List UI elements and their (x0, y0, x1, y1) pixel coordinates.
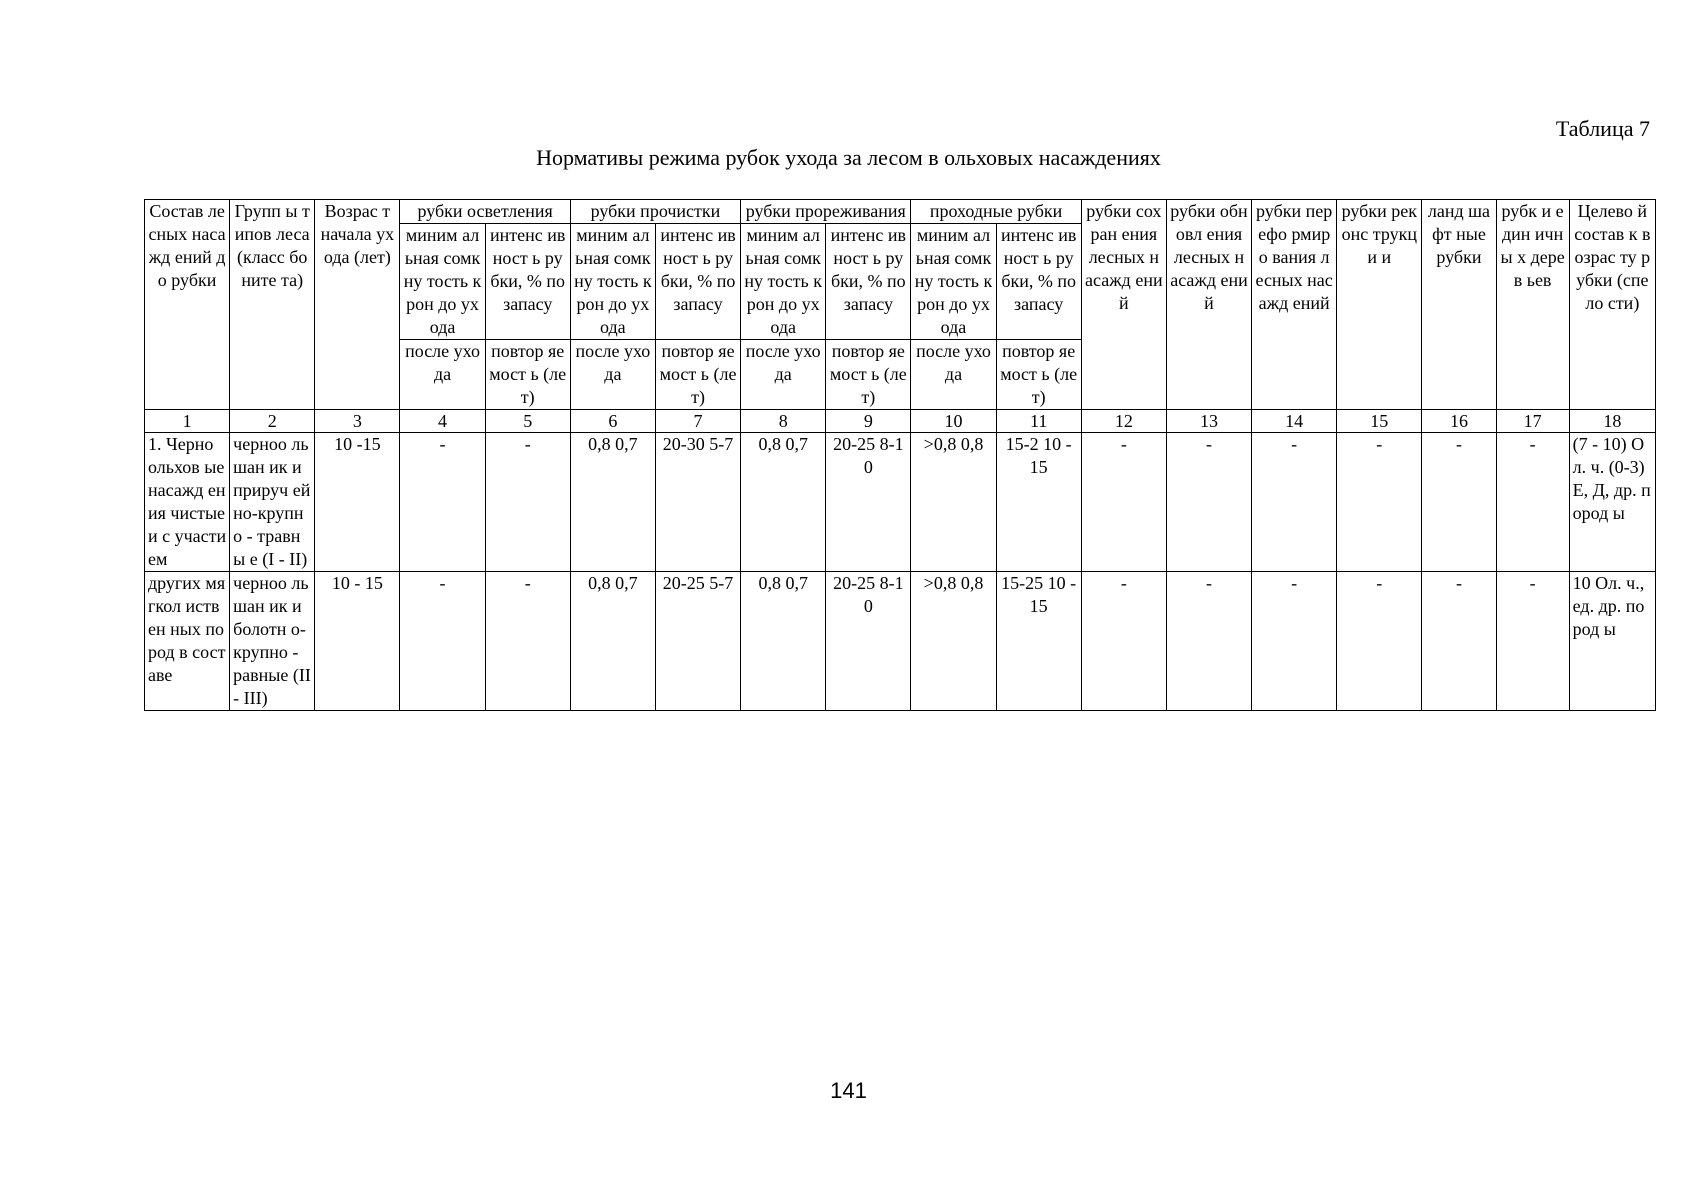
column-number: 7 (655, 410, 740, 433)
page-number: 141 (830, 1078, 867, 1103)
column-number: 3 (315, 410, 400, 433)
cell-value: 15-2 10 - 15 (996, 433, 1081, 572)
norms-table (144, 199, 1656, 711)
cell-value: - (1496, 572, 1569, 711)
cell-value: - (1166, 572, 1251, 711)
column-number: 13 (1166, 410, 1251, 433)
cell-value: >0,8 0,8 (911, 433, 996, 572)
header-min-density: миним альная сомкну тость крон до ухода (400, 224, 485, 340)
column-number: 18 (1569, 410, 1655, 433)
cell-value: - (1496, 433, 1569, 572)
cell-value: - (1081, 572, 1166, 711)
column-number: 12 (1081, 410, 1166, 433)
header-group-passing: проходные рубки (911, 200, 1081, 224)
header-reconstruction: рубки реконс трукци и (1337, 200, 1422, 410)
cell-value: 20-25 8-10 (826, 433, 911, 572)
header-repeat: повтор яемост ь (лет) (996, 340, 1081, 410)
header-intensity: интенс ивност ь рубки, % по запасу (485, 224, 570, 340)
header-min-density: миним альная сомкну тость крон до ухода (741, 224, 826, 340)
cell-value: - (1422, 572, 1496, 711)
header-repeat: повтор яемост ь (лет) (826, 340, 911, 410)
header-group-cleaning: рубки прочистки (570, 200, 740, 224)
cell-value: - (1422, 433, 1496, 572)
column-numbers-row (145, 410, 1656, 433)
table-row (145, 433, 1656, 572)
cell-value: - (485, 572, 570, 711)
header-landscape: ланд шафт ные рубки (1422, 200, 1496, 410)
table-caption: Таблица 7 (1555, 116, 1650, 141)
header-repeat: повтор яемост ь (лет) (485, 340, 570, 410)
cell-forest-type: черноо льшан ик и болотн о-крупно - равные (II - III) (230, 572, 315, 711)
cell-value: - (400, 433, 485, 572)
header-intensity: интенс ивност ь рубки, % по запасу (655, 224, 740, 340)
column-number: 2 (230, 410, 315, 433)
cell-value: 20-30 5-7 (655, 433, 740, 572)
table-title: Нормативы режима рубок ухода за лесом в ольховых насаждениях (536, 145, 1161, 170)
cell-target: (7 - 10) Ол. ч. (0-3) Е, Д, др. пород ы (1569, 433, 1655, 572)
cell-value: 0,8 0,7 (570, 572, 655, 711)
table-row (145, 572, 1656, 711)
cell-value: 0,8 0,7 (570, 433, 655, 572)
cell-value: - (485, 433, 570, 572)
header-intensity: интенс ивност ь рубки, % по запасу (996, 224, 1081, 340)
header-forest-types: Групп ы типов леса (класс боните та) (230, 200, 315, 410)
cell-value: - (1337, 433, 1422, 572)
header-group-thinning: рубки прореживания (741, 200, 911, 224)
header-group-clearing: рубки осветления (400, 200, 570, 224)
cell-value: 20-25 5-7 (655, 572, 740, 711)
cell-target: 10 Ол. ч., ед. др. пород ы (1569, 572, 1655, 711)
cell-start-age: 10 - 15 (315, 572, 400, 711)
cell-composition: других мягкол иствен ных пород в составе (145, 572, 230, 711)
header-after-care: после ухода (400, 340, 485, 410)
header-row-1 (145, 200, 1656, 224)
header-repeat: повтор яемост ь (лет) (655, 340, 740, 410)
cell-value: 0,8 0,7 (741, 433, 826, 572)
cell-forest-type: черноо льшан ик и прируч ейно-крупно - травны е (I - II) (230, 433, 315, 572)
cell-value: >0,8 0,8 (911, 572, 996, 711)
column-number: 6 (570, 410, 655, 433)
header-start-age: Возрас т начала ухода (лет) (315, 200, 400, 410)
header-min-density: миним альная сомкну тость крон до ухода (570, 224, 655, 340)
header-after-care: после ухода (570, 340, 655, 410)
column-number: 8 (741, 410, 826, 433)
column-number: 11 (996, 410, 1081, 433)
column-number: 1 (145, 410, 230, 433)
column-number: 9 (826, 410, 911, 433)
column-number: 10 (911, 410, 996, 433)
column-number: 16 (1422, 410, 1496, 433)
cell-value: - (1166, 433, 1251, 572)
header-target: Целево й состав к возрас ту рубки (спело сти) (1569, 200, 1655, 410)
column-number: 14 (1252, 410, 1337, 433)
header-reformation: рубки перефо рмиро вания лесных насажд ений (1252, 200, 1337, 410)
header-intensity: интенс ивност ь рубки, % по запасу (826, 224, 911, 340)
header-min-density: миним альная сомкну тость крон до ухода (911, 224, 996, 340)
cell-value: - (1081, 433, 1166, 572)
column-number: 17 (1496, 410, 1569, 433)
header-composition: Состав лесных насажд ений до рубки (145, 200, 230, 410)
header-after-care: после ухода (741, 340, 826, 410)
header-after-care: после ухода (911, 340, 996, 410)
column-number: 4 (400, 410, 485, 433)
cell-composition: 1. Черно ольхов ые насажд ения чистые и с участи ем (145, 433, 230, 572)
header-single-trees: рубк и един ичны х дерев ьев (1496, 200, 1569, 410)
cell-value: 0,8 0,7 (741, 572, 826, 711)
cell-value: 20-25 8-10 (826, 572, 911, 711)
cell-value: - (1252, 433, 1337, 572)
cell-value: 15-25 10 - 15 (996, 572, 1081, 711)
header-conservation: рубки сохран ения лесных насажд ений (1081, 200, 1166, 410)
header-renewal: рубки обновл ения лесных насажд ений (1166, 200, 1251, 410)
cell-start-age: 10 -15 (315, 433, 400, 572)
cell-value: - (1337, 572, 1422, 711)
column-number: 5 (485, 410, 570, 433)
cell-value: - (400, 572, 485, 711)
column-number: 15 (1337, 410, 1422, 433)
cell-value: - (1252, 572, 1337, 711)
